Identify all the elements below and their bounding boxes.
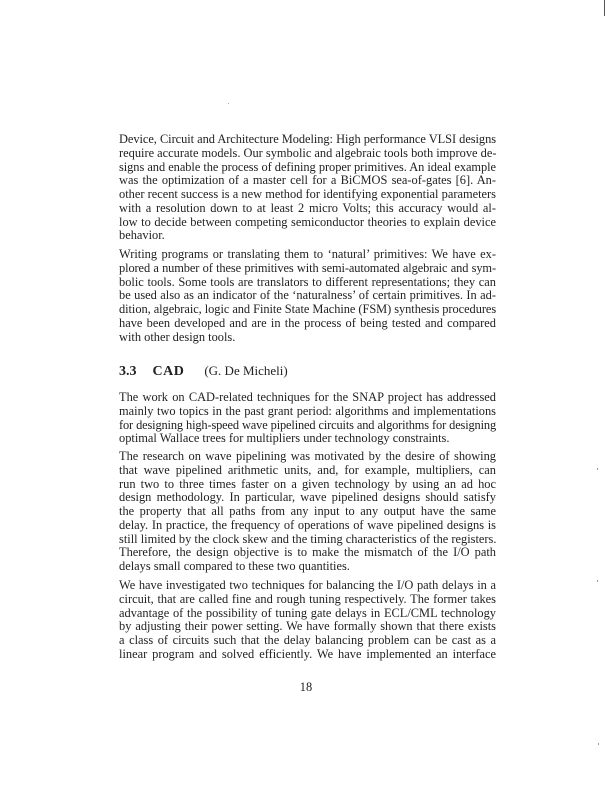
- text-line: design methodology. In particular, wave pipelined designs should satisfy: [119, 490, 496, 505]
- section-number: 3.3: [119, 364, 137, 379]
- scan-speck: [228, 103, 229, 104]
- section-heading: [119, 363, 288, 380]
- text-line: delay. In practice, the frequency of operations of wave pipelined designs is: [119, 517, 496, 532]
- section-title: CAD: [152, 364, 185, 379]
- text-line: with other design tools.: [119, 329, 236, 344]
- section-author: (G. De Micheli): [204, 363, 288, 378]
- scan-edge-mark: [604, 0, 605, 16]
- text-line: be used also as an indicator of the ‘naturalness’ of certain primitives. In ad-: [119, 288, 496, 303]
- text-line: a class of circuits such that the delay balancing problem can be cast as a: [119, 633, 496, 647]
- text-line: bolic tools. Some tools are translators to different representations; they can: [119, 274, 496, 289]
- scan-speck: [598, 743, 599, 745]
- text-line: still limited by the clock skew and the timing characteristics of the registers.: [119, 531, 497, 546]
- paragraph-cad-work: [119, 391, 496, 446]
- text-line: for designing high-speed wave pipelined circuits and algorithms for designing: [119, 417, 496, 432]
- paragraph-delay-balancing: [119, 579, 496, 662]
- text-line: The research on wave pipelining was motivated by the desire of showing: [119, 449, 496, 463]
- text-line: Therefore, the design objective is to make the mismatch of the I/O path: [119, 545, 496, 560]
- scan-speck: [597, 468, 598, 470]
- text-line: optimal Wallace trees for multipliers under technology constraints.: [119, 431, 450, 446]
- text-line: dition, algebraic, logic and Finite State Machine (FSM) synthesis procedures: [119, 302, 497, 316]
- text-line: circuit, that are called fine and rough tuning respectively. The former takes: [119, 591, 496, 606]
- text-line: by adjusting their power setting. We have formally shown that there exists: [119, 619, 496, 634]
- text-line: behavior.: [119, 228, 165, 243]
- text-line: that wave pipelined arithmetic units, and, for example, multipliers, can: [119, 462, 496, 477]
- scan-speck: [597, 580, 598, 582]
- text-line: Writing programs or translating them to ‘natural’ primitives: We have ex-: [119, 247, 496, 261]
- page-number: 18: [299, 680, 313, 694]
- text-line: mainly two topics in the past grant period: algorithms and implementations: [119, 403, 496, 418]
- text-line: the property that all paths from any input to any output have the same: [119, 504, 496, 518]
- paragraph-writing-programs: [119, 248, 496, 344]
- paragraph-device-modeling: [119, 133, 496, 243]
- text-line: require accurate models. Our symbolic and algebraic tools both improve de-: [119, 145, 497, 160]
- text-line: with a resolution down to at least 2 micro Volts; this accuracy would al-: [119, 200, 496, 215]
- text-line: low to decide between competing semiconductor theories to explain device: [119, 214, 496, 229]
- text-line: have been developed and are in the process of being tested and compared: [119, 315, 496, 330]
- text-line: linear program and solved efficiently. We have implemented an interface: [119, 646, 496, 661]
- text-line: We have investigated two techniques for balancing the I/O path delays in a: [119, 578, 496, 592]
- text-line: run two to three times faster on a given technology by using an ad hoc: [119, 476, 496, 491]
- text-line: Device, Circuit and Architecture Modeling: High performance VLSI designs: [119, 132, 496, 146]
- text-line: other recent success is a new method for identifying exponential parameters: [119, 187, 496, 201]
- text-line: signs and enable the process of defining proper primitives. An ideal example: [119, 159, 496, 174]
- paragraph-wave-pipelining: [119, 450, 496, 574]
- text-line: was the optimization of a master cell for a BiCMOS sea-of-gates [6]. An-: [119, 173, 496, 188]
- text-line: The work on CAD-related techniques for the SNAP project has addressed: [119, 390, 496, 404]
- text-line: plored a number of these primitives with semi-automated algebraic and sym-: [119, 260, 496, 275]
- text-line: delays small compared to these two quantities.: [119, 559, 350, 573]
- text-line: advantage of the possibility of tuning gate delays in ECL/CML technology: [119, 605, 496, 620]
